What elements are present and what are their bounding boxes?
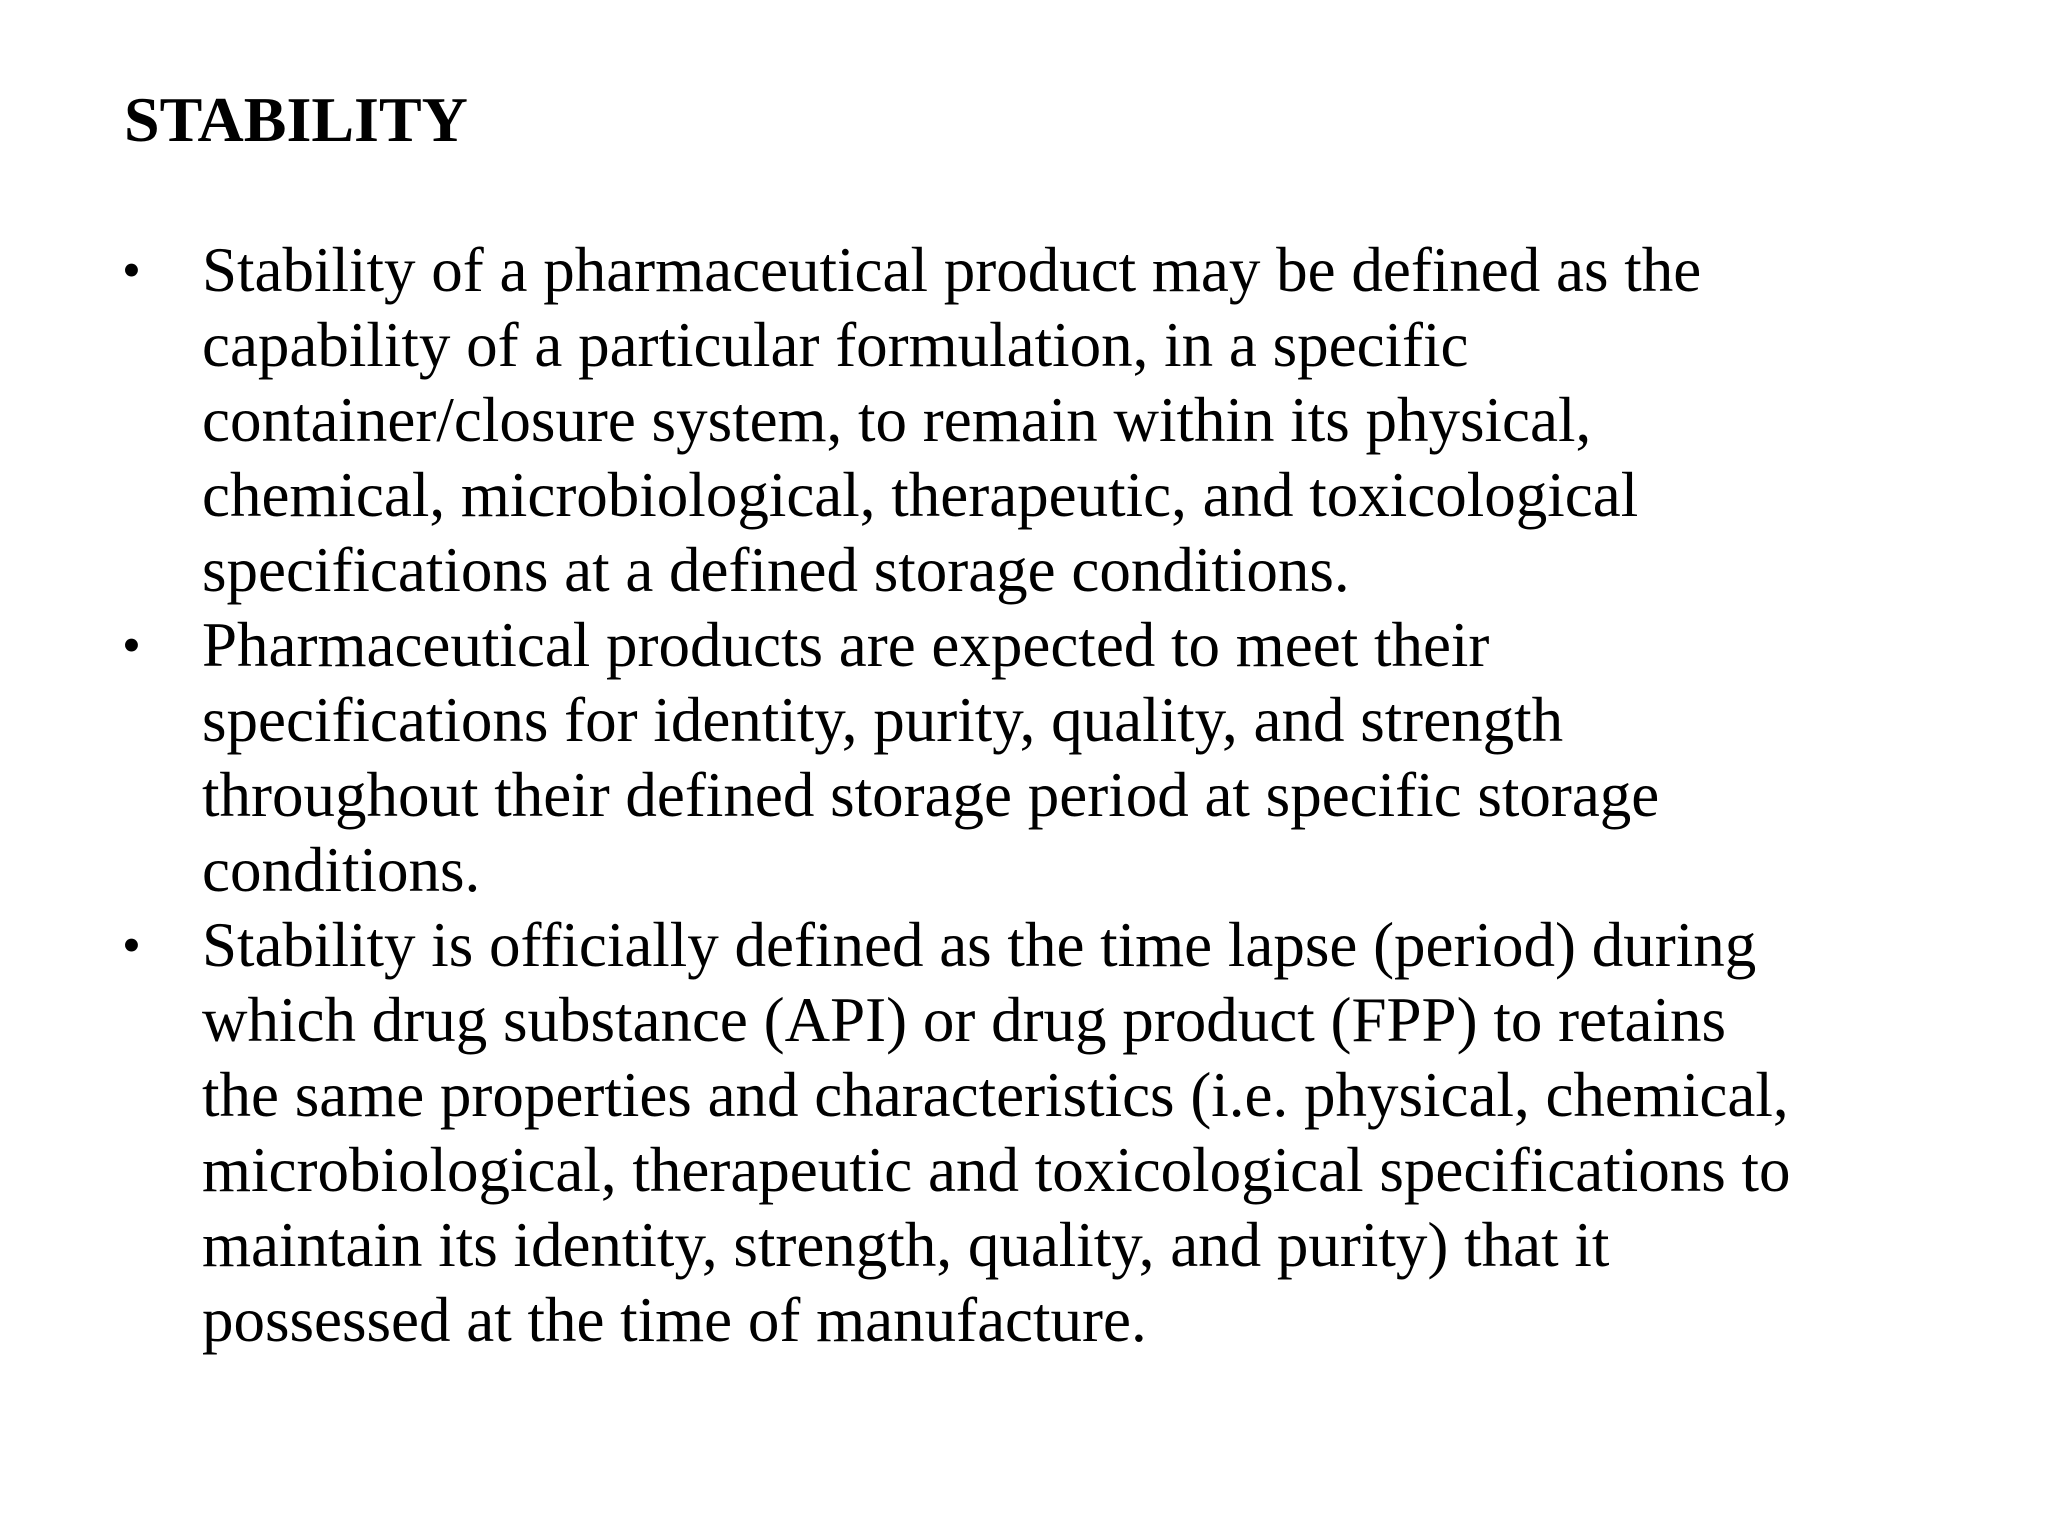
bullet-line: specifications at a defined storage conditions. [202,535,1350,605]
bullet-item-2 [120,608,2000,908]
bullet-line: microbiological, therapeutic and toxicological specifications to [202,1135,1791,1205]
bullet-dot-icon: • [122,615,141,675]
bullet-line: Stability of a pharmaceutical product may be defined as the [202,235,1702,305]
bullet-line: throughout their defined storage period at specific storage [202,760,1660,830]
bullet-item-1 [120,233,2000,608]
bullet-line: possessed at the time of manufacture. [202,1285,1147,1355]
bullet-line: Stability is officially defined as the time lapse (period) during [202,910,1757,980]
bullet-line: Pharmaceutical products are expected to meet their [202,610,1490,680]
bullet-line: the same properties and characteristics (i.e. physical, chemical, [202,1060,1789,1130]
bullet-dot-icon: • [122,240,141,300]
bullet-text-2 [202,608,2000,908]
bullet-line: specifications for identity, purity, quality, and strength [202,685,1564,755]
slide-title: STABILITY [124,84,468,155]
bullet-line: conditions. [202,835,481,905]
bullet-line: capability of a particular formulation, in a specific [202,310,1469,380]
bullet-text-1 [202,233,2000,608]
bullet-line: chemical, microbiological, therapeutic, and toxicological [202,460,1639,530]
bullet-text-3 [202,908,2000,1358]
bullet-dot-icon: • [122,915,141,975]
bullet-line: which drug substance (API) or drug product (FPP) to retains [202,985,1726,1055]
bullet-item-3 [120,908,2000,1358]
bullet-line: maintain its identity, strength, quality, and purity) that it [202,1210,1610,1280]
bullet-line: container/closure system, to remain within its physical, [202,385,1592,455]
bullet-list [120,233,2000,1358]
